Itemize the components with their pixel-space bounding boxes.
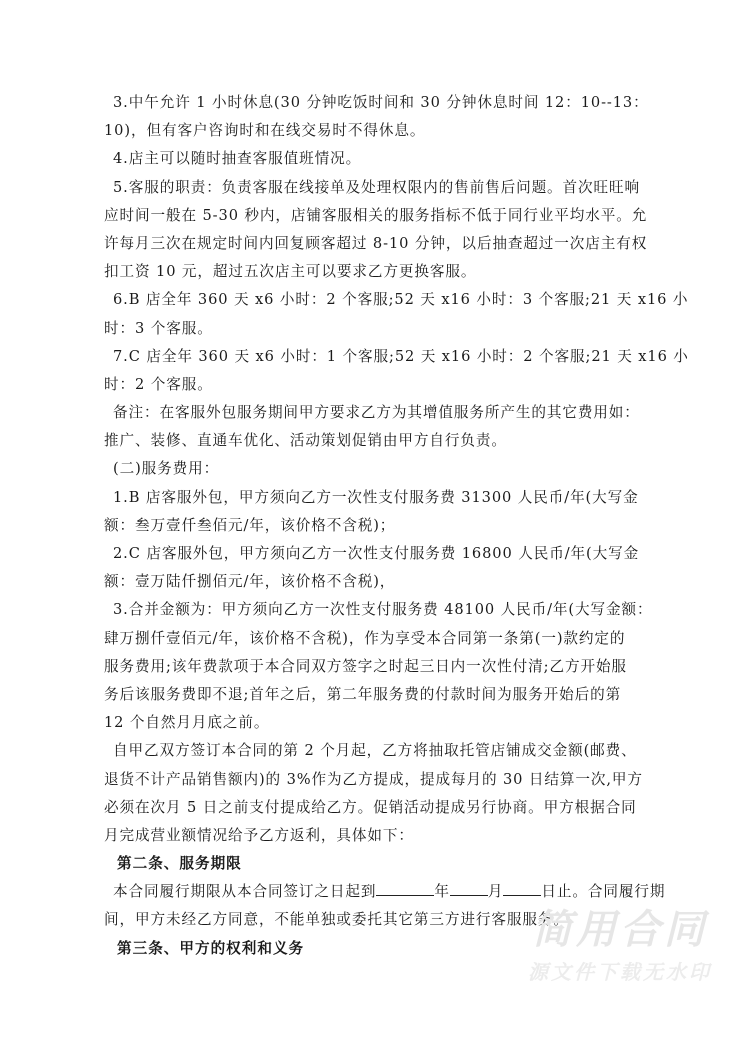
text-line: 5.客服的职责：负责客服在线接单及处理权限内的售前售后问题。首次旺旺响	[113, 178, 641, 196]
text-line: 10)，但有客户咨询时和在线交易时不得休息。	[104, 122, 426, 140]
document-body	[104, 89, 689, 963]
text-line: 2.C 店客服外包，甲方须向乙方一次性支付服务费 16800 人民币/年(大写金	[113, 545, 640, 562]
text-line: 额：壹万陆仟捌佰元/年，该价格不含税)，	[104, 573, 396, 591]
term-text-start: 本合同履行期限从本合同签订之日起到	[113, 883, 377, 901]
text-line: 肆万捌仟壹佰元/年，该价格不含税)，作为享受本合同第一条第(一)款约定的	[104, 629, 626, 647]
text-line: 6.B 店全年 360 天 x6 小时：2 个客服;52 天 x16 小时：3 个客服;21 天 x16 小	[113, 291, 689, 309]
text-line: 3.合并金额为：甲方须向乙方一次性支付服务费 48100 人民币/年(大写金额：	[113, 601, 653, 619]
text-line: 月完成营业额情况给予乙方返利，具体如下：	[104, 826, 414, 844]
text-line: 服务费用;该年费款项于本合同双方签字之时起三日内一次性付清;乙方开始服	[104, 657, 627, 675]
text-line: 自甲乙双方签订本合同的第 2 个月起，乙方将抽取托管店铺成交金额(邮费、	[113, 742, 637, 760]
text-line: 备注：在客服外包服务期间甲方要求乙方为其增值服务所产生的其它费用如：	[113, 404, 640, 422]
watermark-logo-text: 简用合同	[532, 907, 708, 953]
year-blank-field[interactable]	[376, 881, 434, 896]
text-line: 1.B 店客服外包，甲方须向乙方一次性支付服务费 31300 人民币/年(大写金	[113, 488, 639, 506]
month-label: 月	[487, 883, 504, 901]
text-line-term-dates	[113, 878, 666, 906]
text-line: 时：3 个客服。	[104, 319, 213, 337]
text-line: 务后该服务费即不退;首年之后，第二年服务费的付款时间为服务开始后的第	[104, 685, 622, 703]
text-line: 4.店主可以随时抽查客服值班情况。	[113, 150, 362, 168]
term-text-end: 日止。合同履行期	[541, 883, 666, 901]
text-line: 额：叁万壹仟叁佰元/年，该价格不含税)；	[104, 516, 396, 534]
month-blank-field[interactable]	[450, 881, 488, 896]
text-line: 退货不计产品销售额内)的 3%作为乙方提成，提成每月的 30 日结算一次,甲方	[104, 770, 643, 788]
text-line: 许每月三次在规定时间内回复顾客超过 8-10 分钟，以后抽查超过一次店主有权	[104, 234, 648, 252]
text-line: (二)服务费用：	[113, 460, 220, 478]
text-line: 必须在次月 5 日之前支付提成给乙方。促销活动提成另行协商。甲方根据合同	[104, 798, 637, 816]
text-line: 时：2 个客服。	[104, 375, 213, 393]
text-line: 应时间一般在 5-30 秒内，店铺客服相关的服务指标不低于同行业平均水平。允	[104, 206, 648, 224]
text-line: 推广、装修、直通车优化、活动策划促销由甲方自行负责。	[104, 432, 507, 450]
watermark-subtitle: 源文件下载无水印	[528, 960, 712, 984]
text-line: 12 个自然月月底之前。	[104, 714, 270, 732]
year-label: 年	[434, 883, 450, 901]
text-line: 3.中午允许 1 小时休息(30 分钟吃饭时间和 30 分钟休息时间 12：10--13：	[113, 94, 649, 111]
day-blank-field[interactable]	[503, 881, 541, 896]
text-line: 间，甲方未经乙方同意，不能单独或委托其它第三方进行客服服务。	[104, 911, 569, 929]
text-line: 扣工资 10 元，超过五次店主可以要求乙方更换客服。	[104, 263, 477, 281]
section-heading-service-term: 第二条、服务期限	[117, 855, 242, 873]
text-line: 7.C 店全年 360 天 x6 小时：1 个客服;52 天 x16 小时：2 个客服;21 天 x16 小	[113, 347, 689, 365]
section-heading-party-a-rights: 第三条、甲方的权利和义务	[117, 939, 305, 957]
